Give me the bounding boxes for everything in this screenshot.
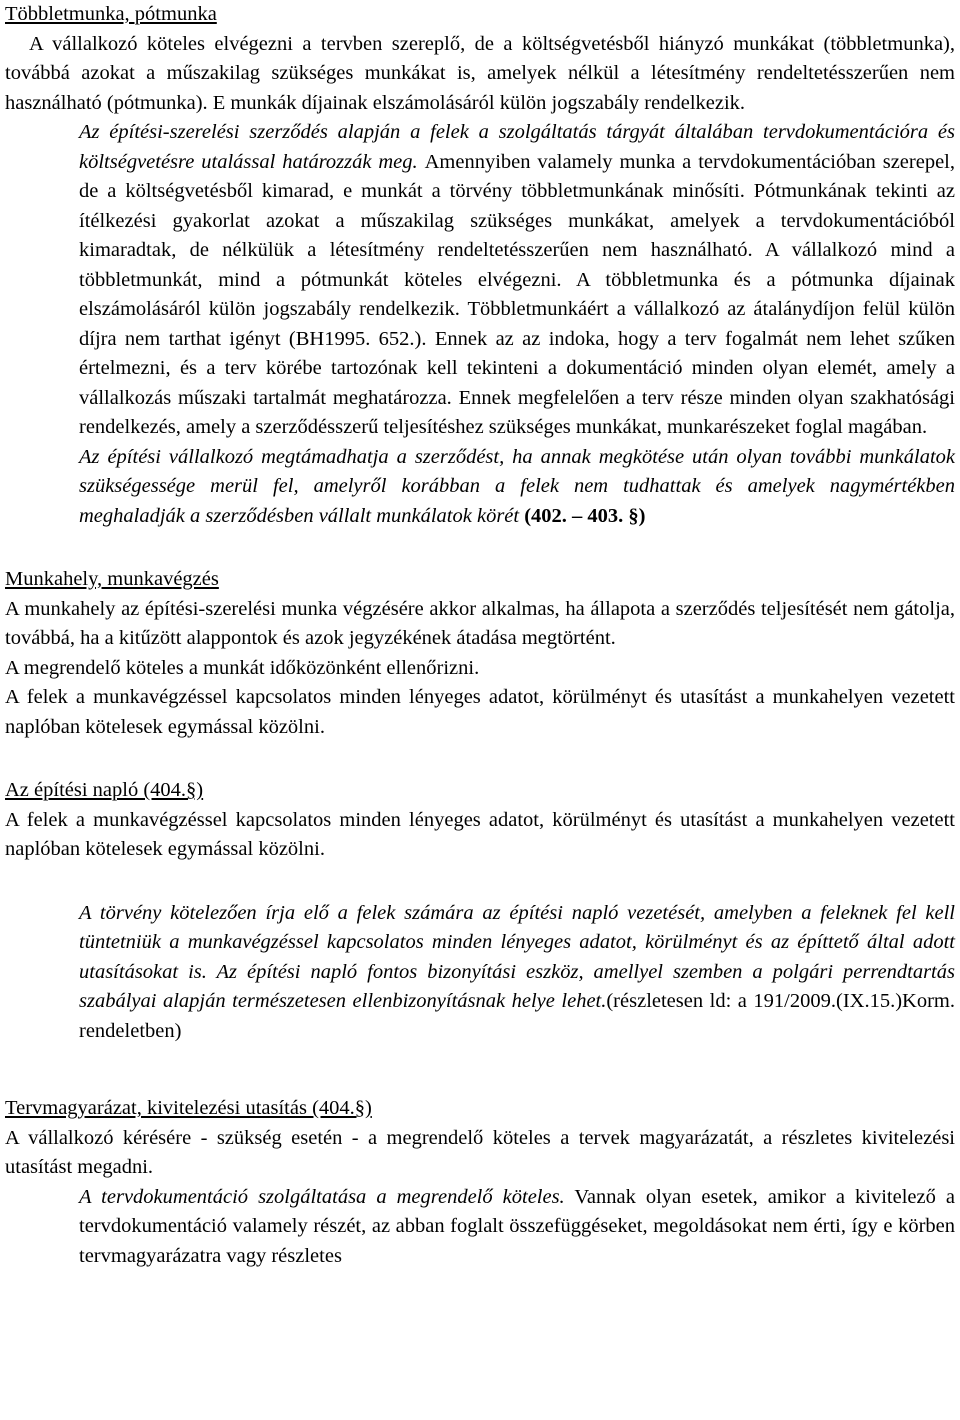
paragraph-tervmagyarazat-commentary — [5, 1183, 955, 1272]
section-spacer — [5, 531, 955, 565]
commentary-italic-text: Az építési-szerelési szerződés alapján a felek a szolgáltatás tárgyát általában tervdokumentációra és költségvetésre utalással határozzák meg. — [79, 121, 955, 173]
tervmagyarazat-italic-text: A tervdokumentáció szolgáltatása a megrendelő köteles. — [79, 1185, 565, 1208]
paragraph-tobbletmunka-challenge — [5, 443, 955, 532]
paragraph-naplo-rule: A felek a munkavégzéssel kapcsolatos minden lényeges adatot, körülményt és utasítást a munkahelyen vezetett naplóban kötelesek egymással közölni. — [5, 808, 955, 860]
challenge-italic-text: Az építési vállalkozó megtámadhatja a szerződést, ha annak megkötése után olyan további munkálatok szükségessége merül fel, amelyről korábban a felek nem tudhattak és amelyek nagymértékben meghaladják a szerződésben vállalt munkálatok körét — [79, 445, 955, 527]
section-heading-naplo: Az építési napló (404.§) — [5, 779, 204, 801]
naplo-italic-text: A törvény kötelezően írja elő a felek számára az építési napló vezetését, amelyben a feleknek fel kell tüntetniük a munkavégzéssel kapcsolatos minden lényeges adatot, körülményt és az építtető által adott utasításokat is. Az építési napló fontos bizonyítási eszköz, amellyel szemben a polgári perrendtartás szabályai alapján természetesen ellenbizonyításnak helye lehet. — [79, 901, 955, 1012]
section-heading-munkahely: Munkahely, munkavégzés — [5, 568, 219, 590]
naplo-reference: (részletesen ld: a 191/2009.(IX.15.)Korm. rendeletben) — [79, 990, 955, 1042]
paragraph-munkahely-suitability: A munkahely az építési-szerelési munka végzésére akkor alkalmas, ha állapota a szerződés teljesítését nem gátolja, továbbá, ha a kitűzött alappontok és azok jegyzékének átadása megtörtént. — [5, 597, 955, 649]
section-heading-tobbletmunka: Többletmunka, pótmunka — [5, 3, 217, 25]
document-page — [5, 0, 955, 1271]
section-spacer — [5, 1046, 955, 1094]
paragraph-munkahely-inspection: A megrendelő köteles a munkát időközönként ellenőrizni. — [5, 656, 480, 679]
challenge-reference: (402. – 403. §) — [524, 504, 646, 527]
paragraph-tobbletmunka-commentary — [5, 118, 955, 443]
paragraph-spacer — [5, 865, 955, 899]
paragraph-naplo-commentary — [5, 899, 955, 1047]
tervmagyarazat-normal-text: Vannak olyan esetek, amikor a kivitelező a tervdokumentáció valamely részét, az abban foglalt összefüggéseket, megoldásokat nem érti, így e körben tervmagyarázatra vagy részletes — [79, 1185, 955, 1267]
commentary-normal-text: Amennyiben valamely munka a tervdokumentációban szerepel, de a költségvetésből kimarad, e munkát a törvény többletmunkának minősíti. Pótmunkának tekinti az ítélkezési gyakorlat azokat a műszakilag szükséges munkákat, amelyek a tervdokumentációból kimaradtak, de nélkülük a létesítmény rendeltetésszerűen nem használható. A vállalkozó mind a többletmunkát, mind a pótmunkát köteles elvégezni. A többletmunka és a pótmunka díjainak elszámolásáról külön jogszabály rendelkezik. Többletmunkáért a vállalkozó az átalánydíjon felül külön díjra nem tarthat igényt (BH1995. 652.). Ennek az az indoka, hogy a terv fogalmát nem lehet szűken értelmezni, és a terv körébe tartozónak kell tekinteni a dokumentáció minden olyan elemét, amely a vállalkozás műszaki tartalmát meghatározza. Ennek megfelelően a terv része minden olyan szakhatósági rendelkezés, amely a szerződésszerű teljesítéshez szükséges munkákat, munkarészeket foglal magában. — [79, 150, 956, 438]
paragraph-tervmagyarazat-rule: A vállalkozó kérésére - szükség esetén - a megrendelő köteles a tervek magyarázatát, a részletes kivitelezési utasítást megadni. — [5, 1126, 955, 1178]
paragraph-munkahely-log: A felek a munkavégzéssel kapcsolatos minden lényeges adatot, körülményt és utasítást a munkahelyen vezetett naplóban kötelesek egymással közölni. — [5, 686, 955, 738]
section-spacer — [5, 742, 955, 776]
section-heading-tervmagyarazat: Tervmagyarázat, kivitelezési utasítás (404.§) — [5, 1097, 372, 1119]
paragraph-tobbletmunka-definition: A vállalkozó köteles elvégezni a tervben szereplő, de a költségvetésből hiányzó munkákat (többletmunka), továbbá azokat a műszakilag szükséges munkákat is, amelyek nélkül a létesítmény rendeltetésszerűen nem használható (pótmunka). E munkák díjainak elszámolásáról külön jogszabály rendelkezik. — [5, 32, 955, 114]
